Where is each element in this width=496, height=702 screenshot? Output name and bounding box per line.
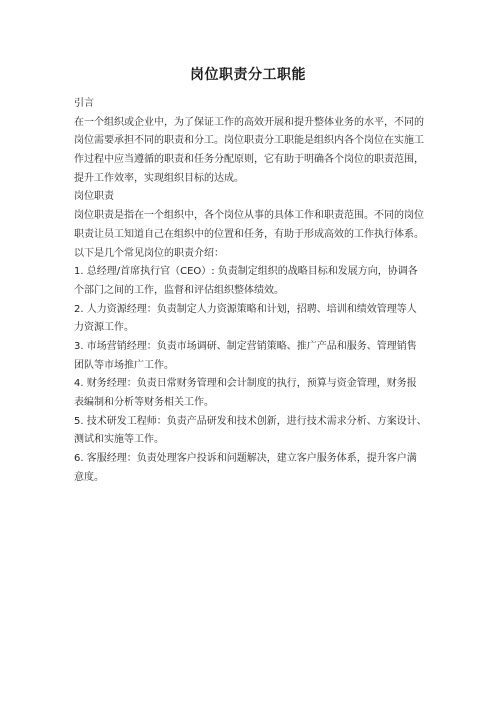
role-item-finance-manager: 表编制和分析等财务相关工作。 <box>74 397 214 408</box>
role-item-finance-manager: 4. 财务经理：负责日常财务管理和会计制度的执行，预算与资金管理，财务报 <box>74 378 417 390</box>
role-item-ceo: 个部门之间的工作，监督和评估组织整体绩效。 <box>74 284 284 296</box>
role-item-hr-manager: 力资源工作。 <box>74 322 134 334</box>
intro-line: 岗位需要承担不同的职责和分工。岗位职责分工职能是组织内各个岗位在实施工 <box>74 135 424 147</box>
role-item-ceo: 1. 总经理/首席执行官（CEO）: 负责制定组织的战略目标和发展方向，协调各 <box>74 266 418 278</box>
role-item-customer-service-manager: 6. 客服经理：负责处理客户投诉和问题解决，建立客户服务体系，提升客户满 <box>74 453 417 465</box>
duties-line: 职责让员工知道自己在组织中的位置和任务，有助于形成高效的工作执行体系。 <box>74 228 424 240</box>
duties-line: 以下是几个常见岗位的职责介绍： <box>74 247 224 259</box>
role-item-marketing-manager: 团队等市场推广工作。 <box>74 359 174 371</box>
section-heading-duties: 岗位职责 <box>74 191 114 203</box>
role-item-marketing-manager: 3. 市场营销经理：负责市场调研、制定营销策略、推广产品和服务、管理销售 <box>74 340 417 352</box>
intro-line: 提升工作效率，实现组织目标的达成。 <box>74 172 244 184</box>
role-item-rd-engineer: 5. 技术研发工程师：负责产品研发和技术创新，进行技术需求分析、方案设计、 <box>74 415 427 427</box>
document-body <box>74 95 427 487</box>
intro-line: 作过程中应当遵循的职责和任务分配原则，它有助于明确各个岗位的职责范围， <box>74 154 424 166</box>
duties-line: 岗位职责是指在一个组织中，各个岗位从事的具体工作和职责范围。不同的岗位 <box>74 210 424 222</box>
role-item-customer-service-manager: 意度。 <box>74 471 104 483</box>
document-title: 岗位职责分工职能 <box>190 67 306 83</box>
intro-line: 在一个组织或企业中，为了保证工作的高效开展和提升整体业务的水平，不同的 <box>74 116 424 128</box>
role-item-rd-engineer: 测试和实施等工作。 <box>74 434 164 446</box>
role-item-hr-manager: 2. 人力资源经理：负责制定人力资源策略和计划，招聘、培训和绩效管理等人 <box>74 303 417 315</box>
section-heading-intro: 引言 <box>74 98 94 109</box>
